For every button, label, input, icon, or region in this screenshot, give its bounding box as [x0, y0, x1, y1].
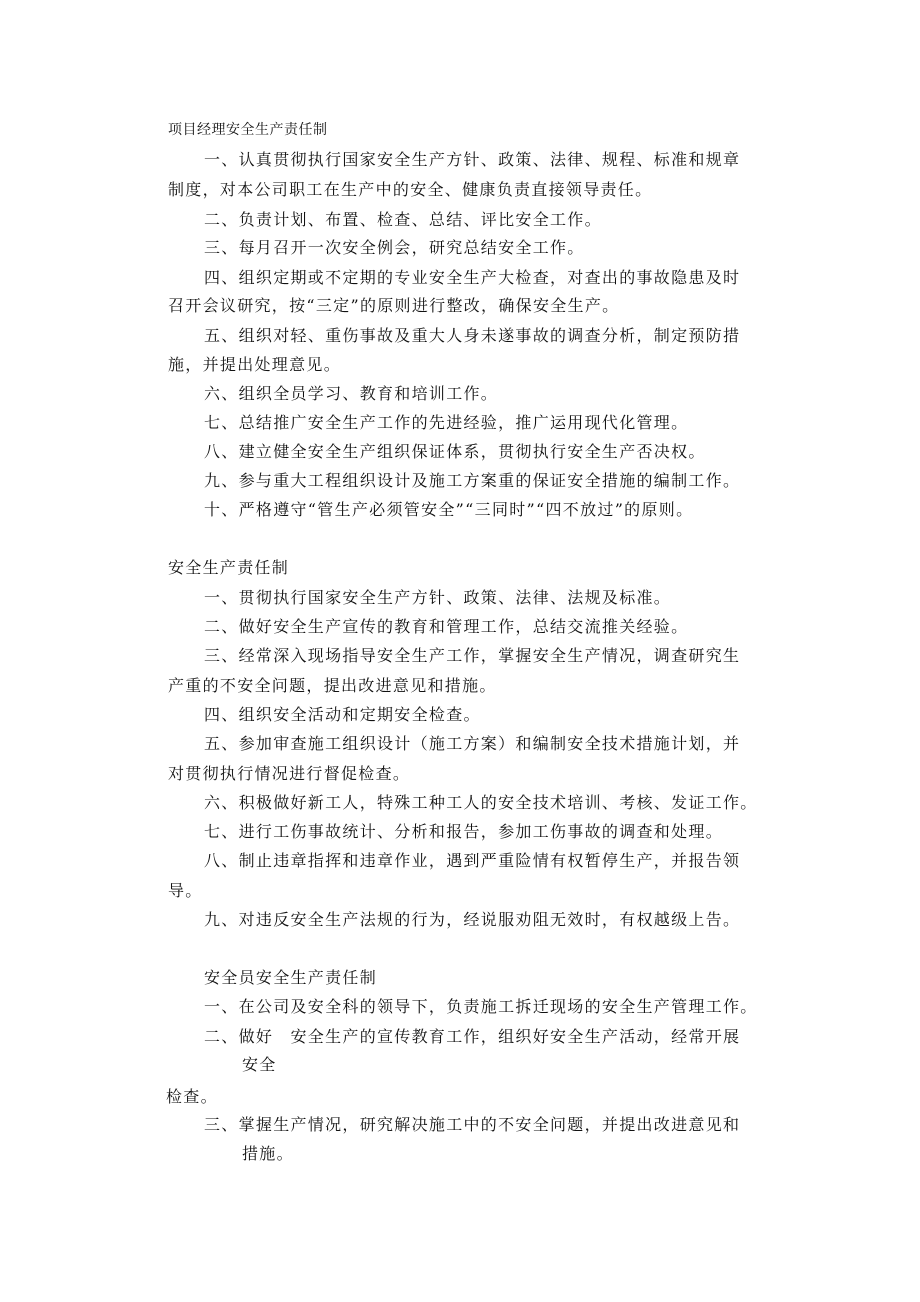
s2-item1: 一、贯彻执行国家安全生产方针、政策、法律、法规及标准。 [204, 588, 672, 607]
s1-item6: 六、组织全员学习、教育和培训工作。 [204, 384, 499, 403]
s1-item5-line1: 五、组织对轻、重伤事故及重大人身未遂事故的调查分析，制定预防措 [204, 326, 741, 345]
s1-item9: 九、参与重大工程组织设计及施工方案重的保证安全措施的编制工作。 [204, 471, 741, 490]
s2-item7: 七、进行工伤事故统计、分析和报告，参加工伤事故的调查和处理。 [204, 822, 724, 841]
s1-item4-line2: 召开会议研究，按“三定”的原则进行整改，确保安全生产。 [168, 296, 620, 315]
s1-item5-line2: 施，并提出处理意见。 [168, 355, 342, 374]
s3-item3-line1: 三、掌握生产情况，研究解决施工中的不安全问题，并提出改进意见和 [204, 1115, 741, 1134]
s1-item2: 二、负责计划、布置、检查、总结、评比安全工作。 [204, 210, 602, 229]
s2-item3-line1: 三、经常深入现场指导安全生产工作，掌握安全生产情况，调查研究生 [204, 646, 741, 665]
s1-item3: 三、每月召开一次安全例会，研究总结安全工作。 [204, 238, 585, 257]
s2-item8-line1: 八、制止违章指挥和违章作业，遇到严重险情有权暂停生产，并报告领 [204, 851, 741, 870]
s1-item7: 七、总结推广安全生产工作的先进经验，推广运用现代化管理。 [204, 413, 689, 432]
s2-item4: 四、组织安全活动和定期安全检查。 [204, 705, 481, 724]
s2-item2: 二、做好安全生产宣传的教育和管理工作，总结交流推关经验。 [204, 617, 689, 636]
s2-item8-line2: 导。 [168, 881, 203, 900]
s3-item1: 一、在公司及安全科的领导下，负责施工拆迁现场的安全生产管理工作。 [204, 997, 758, 1016]
s2-item3-line2: 产重的不安全问题，提出改进意见和措施。 [168, 676, 497, 695]
s2-item9: 九、对违反安全生产法规的行为，经说服劝阻无效时，有权越级上告。 [204, 910, 741, 929]
section2-title: 安全生产责任制 [168, 558, 290, 577]
section1-title: 项目经理安全生产责任制 [168, 122, 328, 138]
s2-item6: 六、积极做好新工人，特殊工种工人的安全技术培训、考核、发证工作。 [204, 793, 758, 812]
section3-title: 安全员安全生产责任制 [204, 968, 378, 987]
s2-item5-line2: 对贯彻执行情况进行督促检查。 [168, 764, 411, 783]
s3-item3-line2: 措施。 [242, 1144, 294, 1163]
s3-item2-line2: 安全 [242, 1055, 277, 1074]
s3-item2-line1: 二、做好 安全生产的宣传教育工作，组织好安全生产活动，经常开展 [204, 1027, 741, 1046]
s1-item1-line1: 一、认真贯彻执行国家安全生产方针、政策、法律、规程、标准和规章 [204, 150, 741, 169]
s2-item5-line1: 五、参加审查施工组织设计（施工方案）和编制安全技术措施计划，并 [204, 734, 741, 753]
s1-item4-line1: 四、组织定期或不定期的专业安全生产大检查，对查出的事故隐患及时 [204, 268, 741, 287]
s1-item1-line2: 制度，对本公司职工在生产中的安全、健康负责直接领导责任。 [168, 180, 653, 199]
s1-item8: 八、建立健全安全生产组织保证体系，贯彻执行安全生产否决权。 [204, 442, 706, 461]
s1-item10: 十、严格遵守“管生产必须管安全”“三同时”“四不放过”的原则。 [204, 500, 694, 519]
s3-item2-line3: 检查。 [166, 1087, 218, 1106]
